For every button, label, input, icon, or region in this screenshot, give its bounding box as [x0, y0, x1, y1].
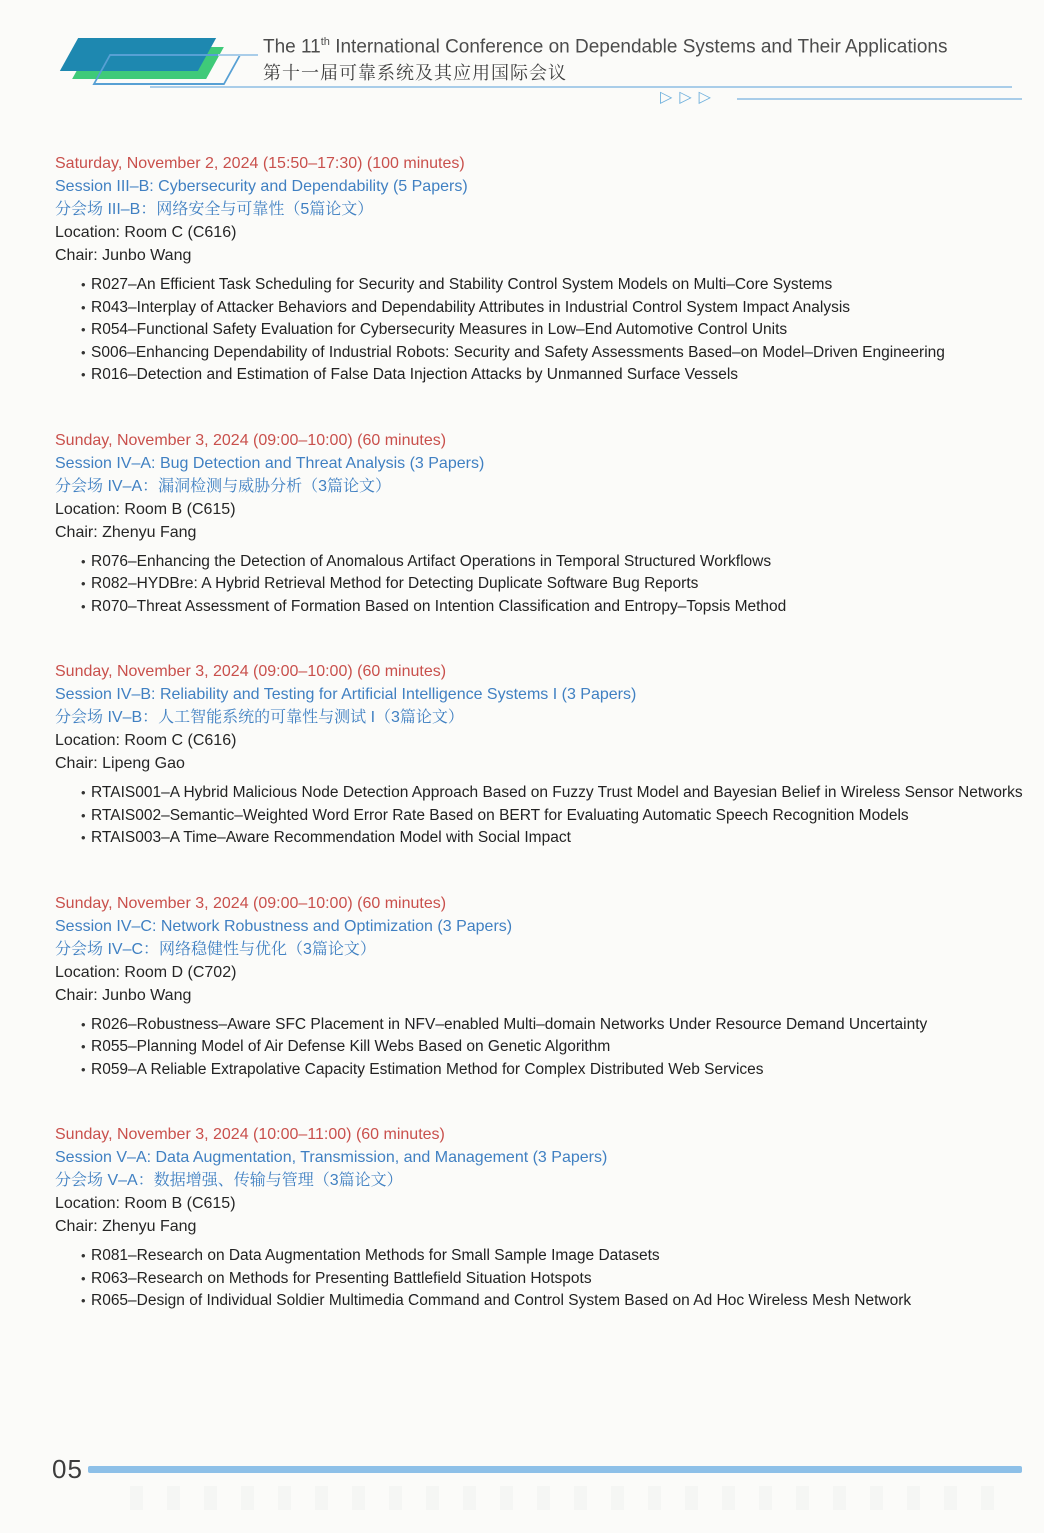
session-title: Session V–A: Data Augmentation, Transmission, and Management (3 Papers)	[55, 1149, 608, 1166]
logo-outline-parallelogram-icon	[92, 54, 241, 85]
session-title-zh: 分会场 IV–A：漏洞检测与威胁分析（3篇论文）	[55, 477, 392, 495]
session-location: Location: Room B (C615)	[55, 1195, 236, 1212]
paper-item: • R059–A Reliable Extrapolative Capacity Estimation Method for Complex Distributed Web Services	[68, 1059, 1022, 1082]
session-location: Location: Room B (C615)	[55, 500, 236, 518]
title-ordinal-suffix: th	[320, 36, 330, 48]
footer-rule	[88, 1466, 1022, 1473]
session-block	[55, 892, 1022, 1082]
session-location: Location: Room D (C702)	[55, 963, 237, 981]
session-title-zh: 分会场 IV–C：网络稳健性与优化（3篇论文）	[55, 940, 376, 958]
session-title: Session IV–C: Network Robustness and Optimization (3 Papers)	[55, 917, 513, 935]
paper-item: • R063–Research on Methods for Presenting Battlefield Situation Hotspots	[68, 1268, 1022, 1291]
session-block	[55, 660, 1022, 850]
session-chair: Chair: Junbo Wang	[55, 986, 192, 1004]
session-chair: Chair: Zhenyu Fang	[55, 523, 197, 541]
paper-item: • R026–Robustness–Aware SFC Placement in NFV–enabled Multi–domain Networks Under Resource Demand Uncertainty	[68, 1014, 1022, 1037]
arrow-triangle-icon: ▷	[660, 89, 673, 106]
conference-title	[263, 29, 947, 60]
session-date: Sunday, November 3, 2024 (09:00–10:00) (60 minutes)	[55, 894, 447, 912]
paper-item: • R081–Research on Data Augmentation Methods for Small Sample Image Datasets	[68, 1245, 1022, 1268]
session-location: Location: Room C (C616)	[55, 224, 237, 241]
sessions-list	[55, 152, 1022, 1355]
session-chair: Chair: Zhenyu Fang	[55, 1218, 197, 1235]
paper-item: • R043–Interplay of Attacker Behaviors and Dependability Attributes in Industrial Control System Impact Analysis	[68, 297, 1022, 320]
paper-list	[55, 782, 1022, 850]
session-chair: Chair: Junbo Wang	[55, 247, 192, 264]
session-title: Session IV–B: Reliability and Testing for Artificial Intelligence Systems I (3 Papers)	[55, 686, 637, 703]
paper-item: • R027–An Efficient Task Scheduling for Security and Stability Control System Models on Multi–Core Systems	[68, 274, 1022, 297]
paper-item: • RTAIS003–A Time–Aware Recommendation Model with Social Impact	[68, 827, 1022, 850]
paper-item: • R055–Planning Model of Air Defense Kill Webs Based on Genetic Algorithm	[68, 1036, 1022, 1059]
paper-item: • R070–Threat Assessment of Formation Based on Intention Classification and Entropy–Topsis Method	[68, 596, 1022, 619]
session-location: Location: Room C (C616)	[55, 732, 237, 749]
session-block	[55, 152, 1022, 387]
session-date: Sunday, November 3, 2024 (09:00–10:00) (60 minutes)	[55, 663, 447, 680]
paper-list	[55, 1245, 1022, 1313]
paper-list	[55, 274, 1022, 387]
page-texture	[130, 1486, 1010, 1510]
page-header	[0, 0, 1044, 150]
paper-item: • R016–Detection and Estimation of False Data Injection Attacks by Unmanned Surface Vessels	[68, 364, 1022, 387]
paper-item: • RTAIS002–Semantic–Weighted Word Error Rate Based on BERT for Evaluating Automatic Speech Recognition Models	[68, 805, 1022, 828]
arrow-triangle-icon: ▷	[679, 89, 692, 106]
title-block	[263, 29, 947, 86]
session-block	[55, 1123, 1022, 1313]
title-rest: International Conference on Dependable Systems and Their Applications	[329, 36, 948, 58]
header-rule-short	[218, 54, 258, 56]
session-title-zh: 分会场 V–A：数据增强、传输与管理（3篇论文）	[55, 1172, 403, 1189]
conference-title-zh: 第十一届可靠系统及其应用国际会议	[263, 63, 567, 84]
session-date: Sunday, November 3, 2024 (10:00–11:00) (60 minutes)	[55, 1126, 445, 1143]
session-block	[55, 429, 1022, 619]
triple-arrow-icon	[660, 88, 718, 108]
page-number: 05	[52, 1454, 83, 1484]
session-title-zh: 分会场 III–B：网络安全与可靠性（5篇论文）	[55, 201, 374, 218]
paper-list	[55, 551, 1022, 619]
session-title: Session IV–A: Bug Detection and Threat Analysis (3 Papers)	[55, 454, 485, 472]
paper-item: • R082–HYDBre: A Hybrid Retrieval Method for Detecting Duplicate Software Bug Reports	[68, 573, 1022, 596]
paper-item: • S006–Enhancing Dependability of Industrial Robots: Security and Safety Assessments Based–on Model–Driven Engineering	[68, 342, 1022, 365]
paper-list	[55, 1014, 1022, 1082]
paper-item: • RTAIS001–A Hybrid Malicious Node Detection Approach Based on Fuzzy Trust Model and Bayesian Belief in Wireless Sensor Networks	[68, 782, 1022, 805]
arrow-triangle-icon: ▷	[698, 89, 711, 106]
title-prefix: The 11	[263, 36, 321, 58]
paper-item: • R076–Enhancing the Detection of Anomalous Artifact Operations in Temporal Structured Workflows	[68, 551, 1022, 574]
session-chair: Chair: Lipeng Gao	[55, 755, 185, 772]
session-date: Sunday, November 3, 2024 (09:00–10:00) (60 minutes)	[55, 431, 447, 449]
session-title-zh: 分会场 IV–B：人工智能系统的可靠性与测试 I（3篇论文）	[55, 709, 464, 726]
page-footer	[0, 1444, 1044, 1524]
paper-item: • R054–Functional Safety Evaluation for Cybersecurity Measures in Low–End Automotive Control Units	[68, 319, 1022, 342]
session-date: Saturday, November 2, 2024 (15:50–17:30) (100 minutes)	[55, 155, 465, 172]
session-title: Session III–B: Cybersecurity and Dependability (5 Papers)	[55, 178, 468, 195]
arrows-rule	[737, 98, 1022, 100]
paper-item: • R065–Design of Individual Soldier Multimedia Command and Control System Based on Ad Hoc Wireless Mesh Network	[68, 1290, 1022, 1313]
